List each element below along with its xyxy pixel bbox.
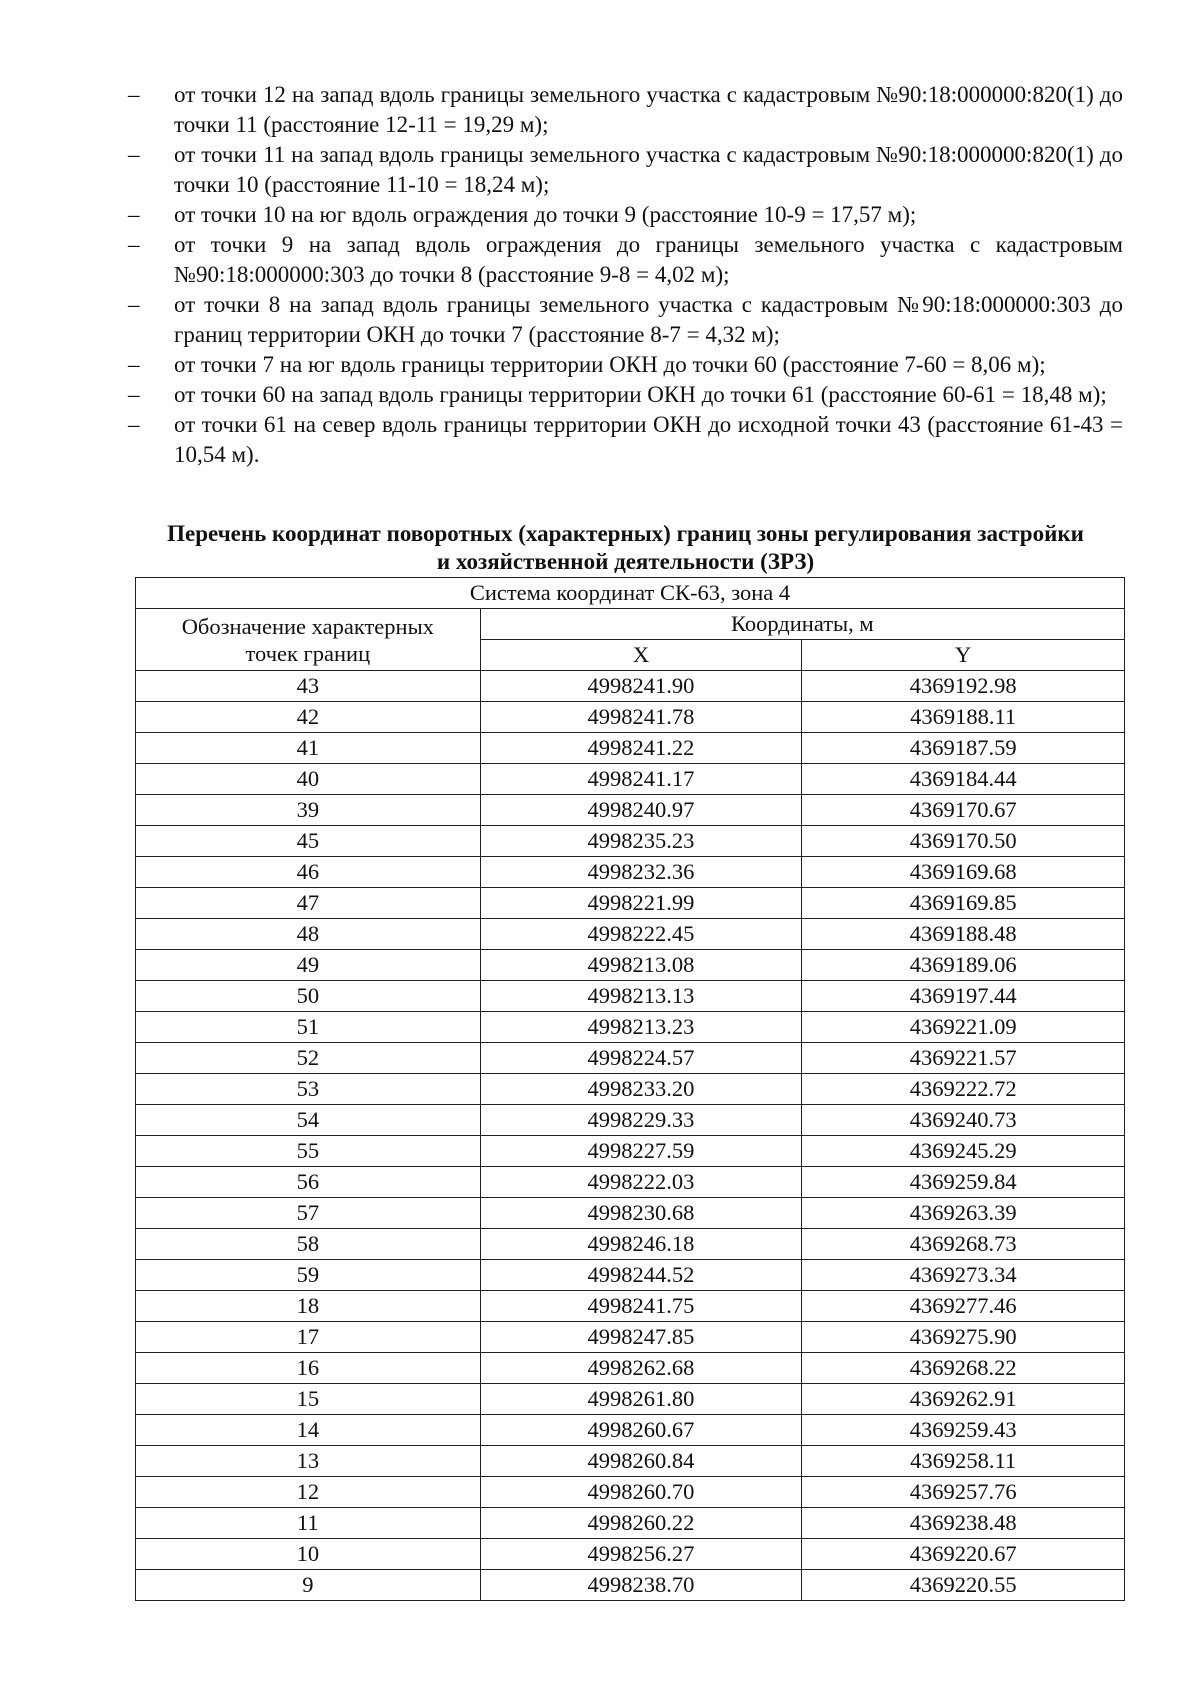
x-cell: 4998247.85: [480, 1322, 802, 1353]
x-cell: 4998213.08: [480, 950, 802, 981]
y-cell: 4369170.50: [802, 826, 1125, 857]
y-cell: 4369192.98: [802, 671, 1125, 702]
point-cell: 48: [136, 919, 481, 950]
y-cell: 4369259.43: [802, 1415, 1125, 1446]
table-row: [136, 671, 1125, 702]
y-cell: 4369257.76: [802, 1477, 1125, 1508]
point-cell: 46: [136, 857, 481, 888]
table-row: [136, 950, 1125, 981]
x-cell: 4998260.67: [480, 1415, 802, 1446]
point-cell: 56: [136, 1167, 481, 1198]
x-cell: 4998235.23: [480, 826, 802, 857]
coordinate-system-cell: Система координат СК-63, зона 4: [136, 578, 1125, 609]
point-cell: 18: [136, 1291, 481, 1322]
y-cell: 4369188.11: [802, 702, 1125, 733]
x-cell: 4998213.13: [480, 981, 802, 1012]
x-cell: 4998241.75: [480, 1291, 802, 1322]
point-cell: 51: [136, 1012, 481, 1043]
point-cell: 13: [136, 1446, 481, 1477]
x-cell: 4998256.27: [480, 1539, 802, 1570]
table-row: [136, 981, 1125, 1012]
point-cell: 39: [136, 795, 481, 826]
x-cell: 4998262.68: [480, 1353, 802, 1384]
list-item: – от точки 8 на запад вдоль границы земельного участка с кадастровым №90:18:000000:303 до границ территории ОКН до точки 7 (расстояние 8-7 = 4,32 м);: [128, 292, 1123, 347]
point-cell: 43: [136, 671, 481, 702]
table-row: [136, 1508, 1125, 1539]
list-item: – от точки 11 на запад вдоль границы земельного участка с кадастровым №90:18:000000:820(1) до точки 10 (расстояние 11-10 = 18,24 м);: [128, 142, 1123, 197]
list-item: – от точки 60 на запад вдоль границы территории ОКН до точки 61 (расстояние 60-61 = 18,48 м);: [128, 382, 1107, 407]
x-cell: 4998224.57: [480, 1043, 802, 1074]
table-row: [136, 1105, 1125, 1136]
x-column-header: X: [480, 640, 802, 671]
point-cell: 40: [136, 764, 481, 795]
coordinates-table: [135, 577, 1125, 1601]
table-row: [136, 764, 1125, 795]
x-cell: 4998260.70: [480, 1477, 802, 1508]
x-cell: 4998233.20: [480, 1074, 802, 1105]
x-cell: 4998230.68: [480, 1198, 802, 1229]
y-cell: 4369277.46: [802, 1291, 1125, 1322]
y-cell: 4369245.29: [802, 1136, 1125, 1167]
list-item: – от точки 9 на запад вдоль ограждения до границы земельного участка с кадастровым №90:18:000000:303 до точки 8 (расстояние 9-8 = 4,02 м);: [128, 232, 1123, 287]
table-row: [136, 1477, 1125, 1508]
table-row: [136, 1539, 1125, 1570]
point-cell: 52: [136, 1043, 481, 1074]
table-row: [136, 733, 1125, 764]
table-row: [136, 1291, 1125, 1322]
y-cell: 4369220.67: [802, 1539, 1125, 1570]
point-cell: 42: [136, 702, 481, 733]
point-cell: 47: [136, 888, 481, 919]
point-cell: 16: [136, 1353, 481, 1384]
y-column-header: Y: [802, 640, 1125, 671]
point-cell: 17: [136, 1322, 481, 1353]
table-row: [136, 1415, 1125, 1446]
x-cell: 4998221.99: [480, 888, 802, 919]
x-cell: 4998260.22: [480, 1508, 802, 1539]
point-cell: 11: [136, 1508, 481, 1539]
y-cell: 4369197.44: [802, 981, 1125, 1012]
x-cell: 4998213.23: [480, 1012, 802, 1043]
table-row: [136, 1167, 1125, 1198]
y-cell: 4369170.67: [802, 795, 1125, 826]
point-cell: 45: [136, 826, 481, 857]
point-cell: 15: [136, 1384, 481, 1415]
table-row: [136, 1446, 1125, 1477]
y-cell: 4369268.73: [802, 1229, 1125, 1260]
table-heading-line1: Перечень координат поворотных (характерных) границ зоны регулирования застройки: [167, 521, 1084, 546]
table-row: [136, 1353, 1125, 1384]
table-row: [136, 1012, 1125, 1043]
table-row: [136, 702, 1125, 733]
x-cell: 4998244.52: [480, 1260, 802, 1291]
y-cell: 4369184.44: [802, 764, 1125, 795]
y-cell: 4369273.34: [802, 1260, 1125, 1291]
table-row: [136, 1198, 1125, 1229]
y-cell: 4369169.68: [802, 857, 1125, 888]
x-cell: 4998241.22: [480, 733, 802, 764]
x-cell: 4998238.70: [480, 1570, 802, 1601]
point-cell: 49: [136, 950, 481, 981]
x-cell: 4998241.17: [480, 764, 802, 795]
x-cell: 4998246.18: [480, 1229, 802, 1260]
table-row: [136, 919, 1125, 950]
table-row: [136, 1136, 1125, 1167]
table-row: [136, 1229, 1125, 1260]
point-cell: 14: [136, 1415, 481, 1446]
list-item: – от точки 61 на север вдоль границы территории ОКН до исходной точки 43 (расстояние 61-43 = 10,54 м).: [128, 412, 1123, 467]
point-cell: 58: [136, 1229, 481, 1260]
coordinates-column-header: Координаты, м: [480, 609, 1124, 640]
y-cell: 4369275.90: [802, 1322, 1125, 1353]
point-cell: 54: [136, 1105, 481, 1136]
list-item: – от точки 12 на запад вдоль границы земельного участка с кадастровым №90:18:000000:820(1) до точки 11 (расстояние 12-11 = 19,29 м);: [128, 82, 1123, 137]
table-row: [136, 1043, 1125, 1074]
y-cell: 4369187.59: [802, 733, 1125, 764]
x-cell: 4998241.78: [480, 702, 802, 733]
list-item: – от точки 10 на юг вдоль ограждения до точки 9 (расстояние 10-9 = 17,57 м);: [128, 202, 917, 227]
table-header-row: [136, 578, 1125, 609]
list-item: – от точки 7 на юг вдоль границы территории ОКН до точки 60 (расстояние 7-60 = 8,06 м);: [128, 352, 1046, 377]
y-cell: 4369262.91: [802, 1384, 1125, 1415]
table-row: [136, 1384, 1125, 1415]
table-row: [136, 826, 1125, 857]
table-heading-line2: и хозяйственной деятельности (ЗРЗ): [436, 549, 815, 574]
y-cell: 4369259.84: [802, 1167, 1125, 1198]
point-cell: 10: [136, 1539, 481, 1570]
y-cell: 4369188.48: [802, 919, 1125, 950]
y-cell: 4369258.11: [802, 1446, 1125, 1477]
x-cell: 4998240.97: [480, 795, 802, 826]
point-cell: 59: [136, 1260, 481, 1291]
table-row: [136, 1570, 1125, 1601]
table-row: [136, 1322, 1125, 1353]
table-body: [136, 671, 1125, 1601]
table-heading: [128, 520, 1123, 576]
y-cell: 4369268.22: [802, 1353, 1125, 1384]
point-cell: 50: [136, 981, 481, 1012]
y-cell: 4369221.57: [802, 1043, 1125, 1074]
table-row: [136, 857, 1125, 888]
point-cell: 41: [136, 733, 481, 764]
point-cell: 57: [136, 1198, 481, 1229]
table-row: [136, 1074, 1125, 1105]
point-cell: 55: [136, 1136, 481, 1167]
table-row: [136, 888, 1125, 919]
y-cell: 4369222.72: [802, 1074, 1125, 1105]
x-cell: 4998227.59: [480, 1136, 802, 1167]
y-cell: 4369240.73: [802, 1105, 1125, 1136]
point-cell: 12: [136, 1477, 481, 1508]
point-cell: 9: [136, 1570, 481, 1601]
y-cell: 4369169.85: [802, 888, 1125, 919]
table-row: [136, 795, 1125, 826]
y-cell: 4369221.09: [802, 1012, 1125, 1043]
boundary-description-list: [128, 80, 1123, 470]
x-cell: 4998241.90: [480, 671, 802, 702]
y-cell: 4369189.06: [802, 950, 1125, 981]
point-column-header: Обозначение характерных точек границ: [136, 609, 481, 671]
table-header-row: [136, 609, 1125, 640]
x-cell: 4998222.45: [480, 919, 802, 950]
y-cell: 4369220.55: [802, 1570, 1125, 1601]
y-cell: 4369238.48: [802, 1508, 1125, 1539]
x-cell: 4998261.80: [480, 1384, 802, 1415]
x-cell: 4998260.84: [480, 1446, 802, 1477]
x-cell: 4998232.36: [480, 857, 802, 888]
y-cell: 4369263.39: [802, 1198, 1125, 1229]
point-cell: 53: [136, 1074, 481, 1105]
x-cell: 4998222.03: [480, 1167, 802, 1198]
x-cell: 4998229.33: [480, 1105, 802, 1136]
table-row: [136, 1260, 1125, 1291]
